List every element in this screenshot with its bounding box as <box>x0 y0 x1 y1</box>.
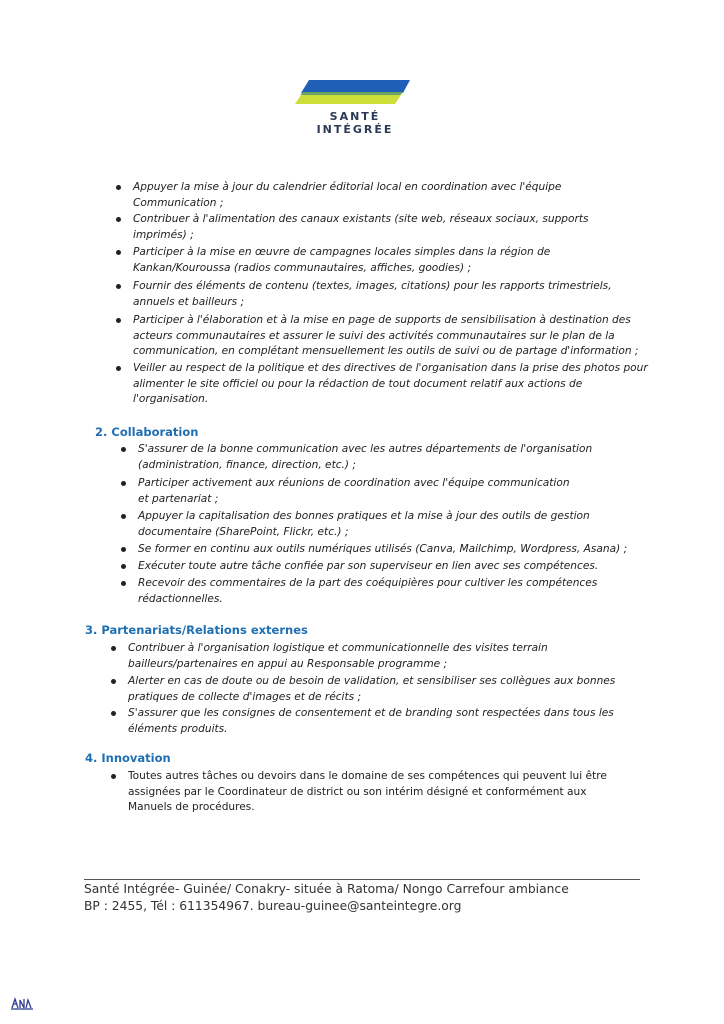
list-item: S'assurer de la bonne communication avec les autres départements de l'organisation (administration, finance, direction, etc.) ; <box>138 442 608 473</box>
list-item: Se former en continu aux outils numériques utilisés (Canva, Mailchimp, Wordpress, Asana) ; <box>138 542 658 558</box>
bullet-icon <box>121 564 126 569</box>
section-title-partenariats: 3. Partenariats/Relations externes <box>85 623 308 637</box>
list-item: Fournir des éléments de contenu (textes, images, citations) pour les rapports trimestriels, annuels et bailleurs ; <box>133 279 623 310</box>
section-title-collaboration: 2. Collaboration <box>95 425 199 439</box>
logo-stripes-icon <box>295 76 415 110</box>
list-item: Participer à la mise en œuvre de campagnes locales simples dans la région de Kankan/Kouroussa (radios communautaires, affiches, goodies) ; <box>133 245 573 276</box>
bullet-icon <box>121 547 126 552</box>
bullet-icon <box>111 679 116 684</box>
bullet-icon <box>116 250 121 255</box>
list-item: Participer activement aux réunions de coordination avec l'équipe communication et partenariat ; <box>138 476 578 507</box>
bullet-icon <box>121 581 126 586</box>
list-item: Toutes autres tâches ou devoirs dans le domaine de ses compétences qui peuvent lui être assignées par le Coordinateur de district ou son intérim désigné et conformément aux Manuels de procédures. <box>128 769 628 816</box>
logo-text-line2: INTÉGRÉE <box>316 123 394 136</box>
logo-text-line1: SANTÉ <box>329 110 381 123</box>
list-item: S'assurer que les consignes de consentement et de branding sont respectées dans tous les éléments produits. <box>128 706 628 737</box>
list-item: Recevoir des commentaires de la part des coéquipières pour cultiver les compétences rédactionnelles. <box>138 576 608 607</box>
bullet-icon <box>121 481 126 486</box>
footer-contact: BP : 2455, Tél : 611354967. bureau-guinee@santeintegre.org <box>84 899 462 913</box>
initials-stamp-icon <box>10 996 34 1010</box>
list-item: Contribuer à l'alimentation des canaux existants (site web, réseaux sociaux, supports imprimés) ; <box>133 212 603 243</box>
list-item: Participer à l'élaboration et à la mise en page de supports de sensibilisation à destination des acteurs communautaires et assurer le suivi des activités communautaires sur le plan de la communication, en complétant mensuellement les outils de suivi ou de partage d'information ; <box>133 313 653 360</box>
footer-divider <box>84 879 640 880</box>
list-item: Alerter en cas de doute ou de besoin de validation, et sensibiliser ses collègues aux bonnes pratiques de collecte d'images et de récits ; <box>128 674 628 705</box>
bullet-icon <box>111 774 116 779</box>
bullet-icon <box>116 284 121 289</box>
list-item: Appuyer la mise à jour du calendrier éditorial local en coordination avec l'équipe Communication ; <box>133 180 603 211</box>
list-item: Contribuer à l'organisation logistique et communicationnelle des visites terrain bailleurs/partenaires en appui au Responsable programme ; <box>128 641 588 672</box>
bullet-icon <box>121 514 126 519</box>
sante-integree-logo <box>295 76 415 138</box>
list-item: Exécuter toute autre tâche confiée par son superviseur en lien avec ses compétences. <box>138 559 658 575</box>
list-item: Appuyer la capitalisation des bonnes pratiques et la mise à jour des outils de gestion documentaire (SharePoint, Flickr, etc.) ; <box>138 509 608 540</box>
bullet-icon <box>111 646 116 651</box>
bullet-icon <box>116 217 121 222</box>
bullet-icon <box>116 185 121 190</box>
bullet-icon <box>116 366 121 371</box>
bullet-icon <box>111 711 116 716</box>
bullet-icon <box>121 447 126 452</box>
list-item: Veiller au respect de la politique et des directives de l'organisation dans la prise des photos pour alimenter le site officiel ou pour la rédaction de tout document relatif aux actions de l'organisation. <box>133 361 653 408</box>
section-title-innovation: 4. Innovation <box>85 751 171 765</box>
bullet-icon <box>116 318 121 323</box>
footer-address: Santé Intégrée- Guinée/ Conakry- située à Ratoma/ Nongo Carrefour ambiance <box>84 882 569 896</box>
